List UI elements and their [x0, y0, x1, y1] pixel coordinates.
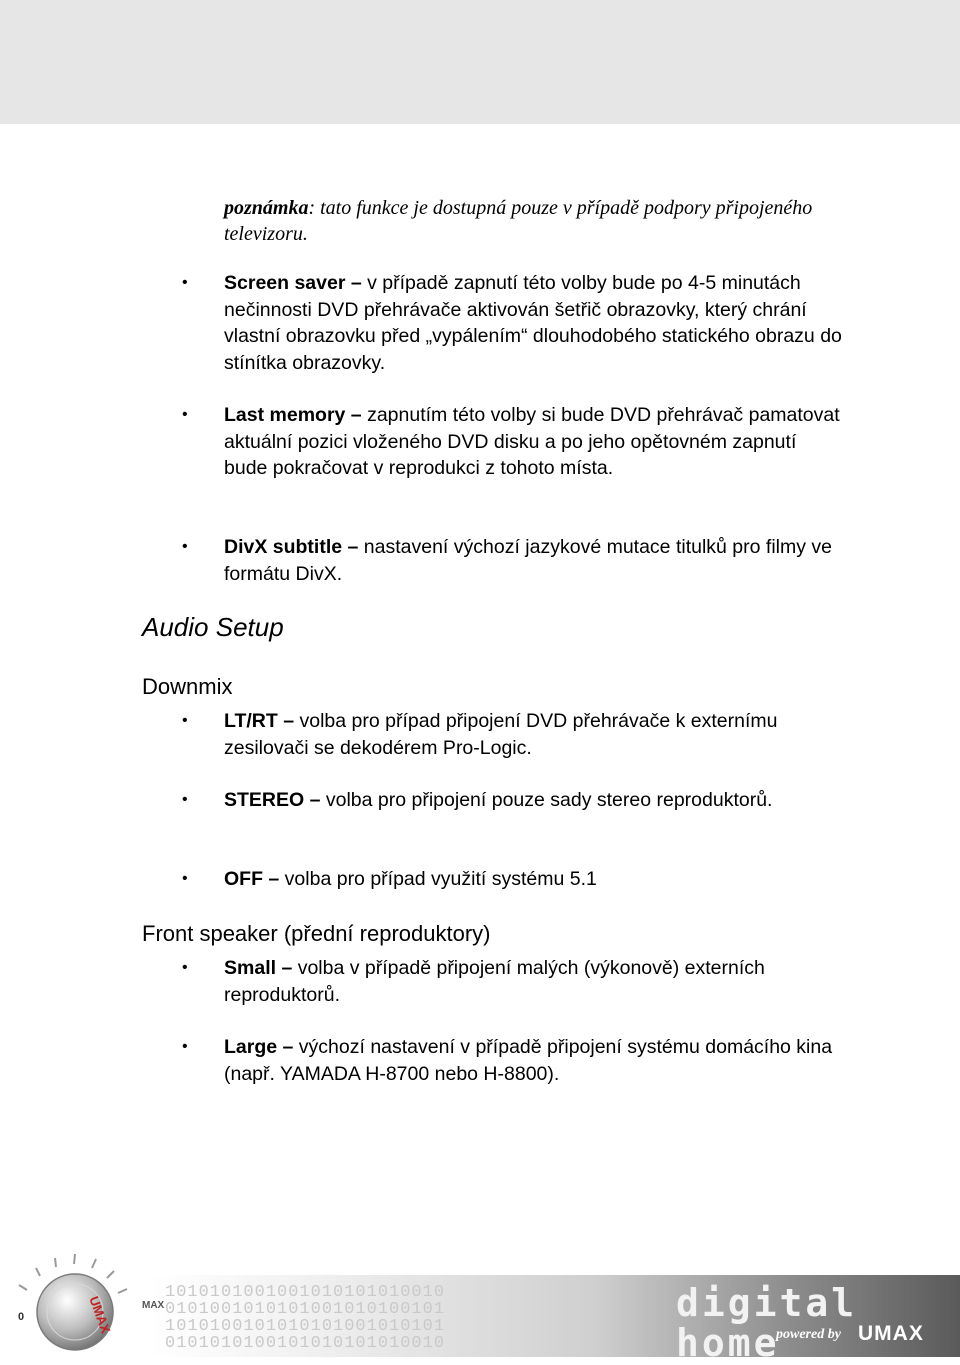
powered-by-label: powered by [776, 1327, 841, 1342]
bullet-icon: • [182, 712, 188, 729]
list-item-text: volba v případě připojení malých (výkonově) externích reproduktorů. [224, 957, 765, 1006]
list-item-divx-subtitle [182, 534, 844, 587]
volume-knob-logo [0, 1232, 170, 1357]
list-item-term: STEREO – [224, 789, 321, 811]
list-item-term: Screen saver – [224, 272, 362, 294]
binary-row: 1010100101010101001010101 [165, 1317, 446, 1336]
list-item-term: Small – [224, 957, 293, 979]
list-item-large [182, 1034, 844, 1087]
list-item-text: zapnutím této volby si bude DVD přehrávač pamatovat aktuální pozici vloženého DVD disku a po jeho opětovném zapnutí bude pokračovat v reprodukci z tohoto místa. [224, 404, 840, 479]
list-item-term: LT/RT – [224, 710, 295, 732]
note-label: poznámka [224, 197, 309, 219]
list-item-text: výchozí nastavení v případě připojení systému domácího kina (např. YAMADA H-8700 nebo H-8800). [224, 1036, 833, 1085]
bullet-icon: • [182, 959, 188, 976]
subheading-downmix: Downmix [142, 674, 233, 699]
bullet-icon: • [182, 791, 188, 808]
binary-pattern [165, 1284, 665, 1352]
list-item-text: volba pro případ využití systému 5.1 [279, 868, 597, 890]
binary-row: 0101010100101010101010010 [165, 1334, 446, 1352]
knob-max-label: MAX [142, 1300, 165, 1311]
bullet-icon: • [182, 406, 188, 423]
knob-icon [0, 1232, 170, 1357]
subheading-front-speaker: Front speaker (přední reproduktory) [142, 921, 491, 946]
header-band [0, 0, 960, 124]
list-item-term: Large – [224, 1036, 294, 1058]
list-item-text: volba pro připojení pouze sady stereo reproduktorů. [320, 789, 773, 811]
list-item-last-memory [182, 402, 844, 482]
umax-logo: UMAX [858, 1322, 924, 1345]
list-item-text: v případě zapnutí této volby bude po 4-5 minutách nečinnosti DVD přehrávače aktivován šetřič obrazovky, který chrání vlastní obrazovku před „vypálením“ dlouhodobého statického obrazu do stínítka obrazovky. [224, 272, 842, 374]
bullet-icon: • [182, 1038, 188, 1055]
list-item-term: Last memory – [224, 404, 362, 426]
note-paragraph [224, 195, 824, 247]
bullet-icon: • [182, 538, 188, 555]
list-item-text: nastavení výchozí jazykové mutace titulků pro filmy ve formátu DivX. [224, 536, 832, 585]
binary-row: 1010101001001010101010010 [165, 1284, 446, 1302]
digital-home-logo: digital home [676, 1281, 858, 1365]
list-item-stereo [182, 787, 844, 814]
knob-brand: UMAX [86, 1294, 114, 1336]
list-item-screen-saver [182, 270, 844, 376]
bullet-icon: • [182, 870, 188, 887]
binary-row: 0101001010101001010100101 [165, 1300, 446, 1319]
bullet-icon: • [182, 274, 188, 291]
section-heading-audio-setup: Audio Setup [142, 612, 284, 642]
list-item-term: OFF – [224, 868, 280, 890]
list-item-off [182, 866, 844, 893]
note-text: : tato funkce je dostupná pouze v případě podpory připojeného televizoru. [224, 197, 813, 245]
list-item-term: DivX subtitle – [224, 536, 359, 558]
knob-min-label: 0 [18, 1311, 25, 1323]
list-item-text: volba pro případ připojení DVD přehrávače k externímu zesilovači se dekodérem Pro-Logic. [224, 710, 778, 759]
list-item-ltrt [182, 708, 844, 761]
list-item-small [182, 955, 844, 1008]
